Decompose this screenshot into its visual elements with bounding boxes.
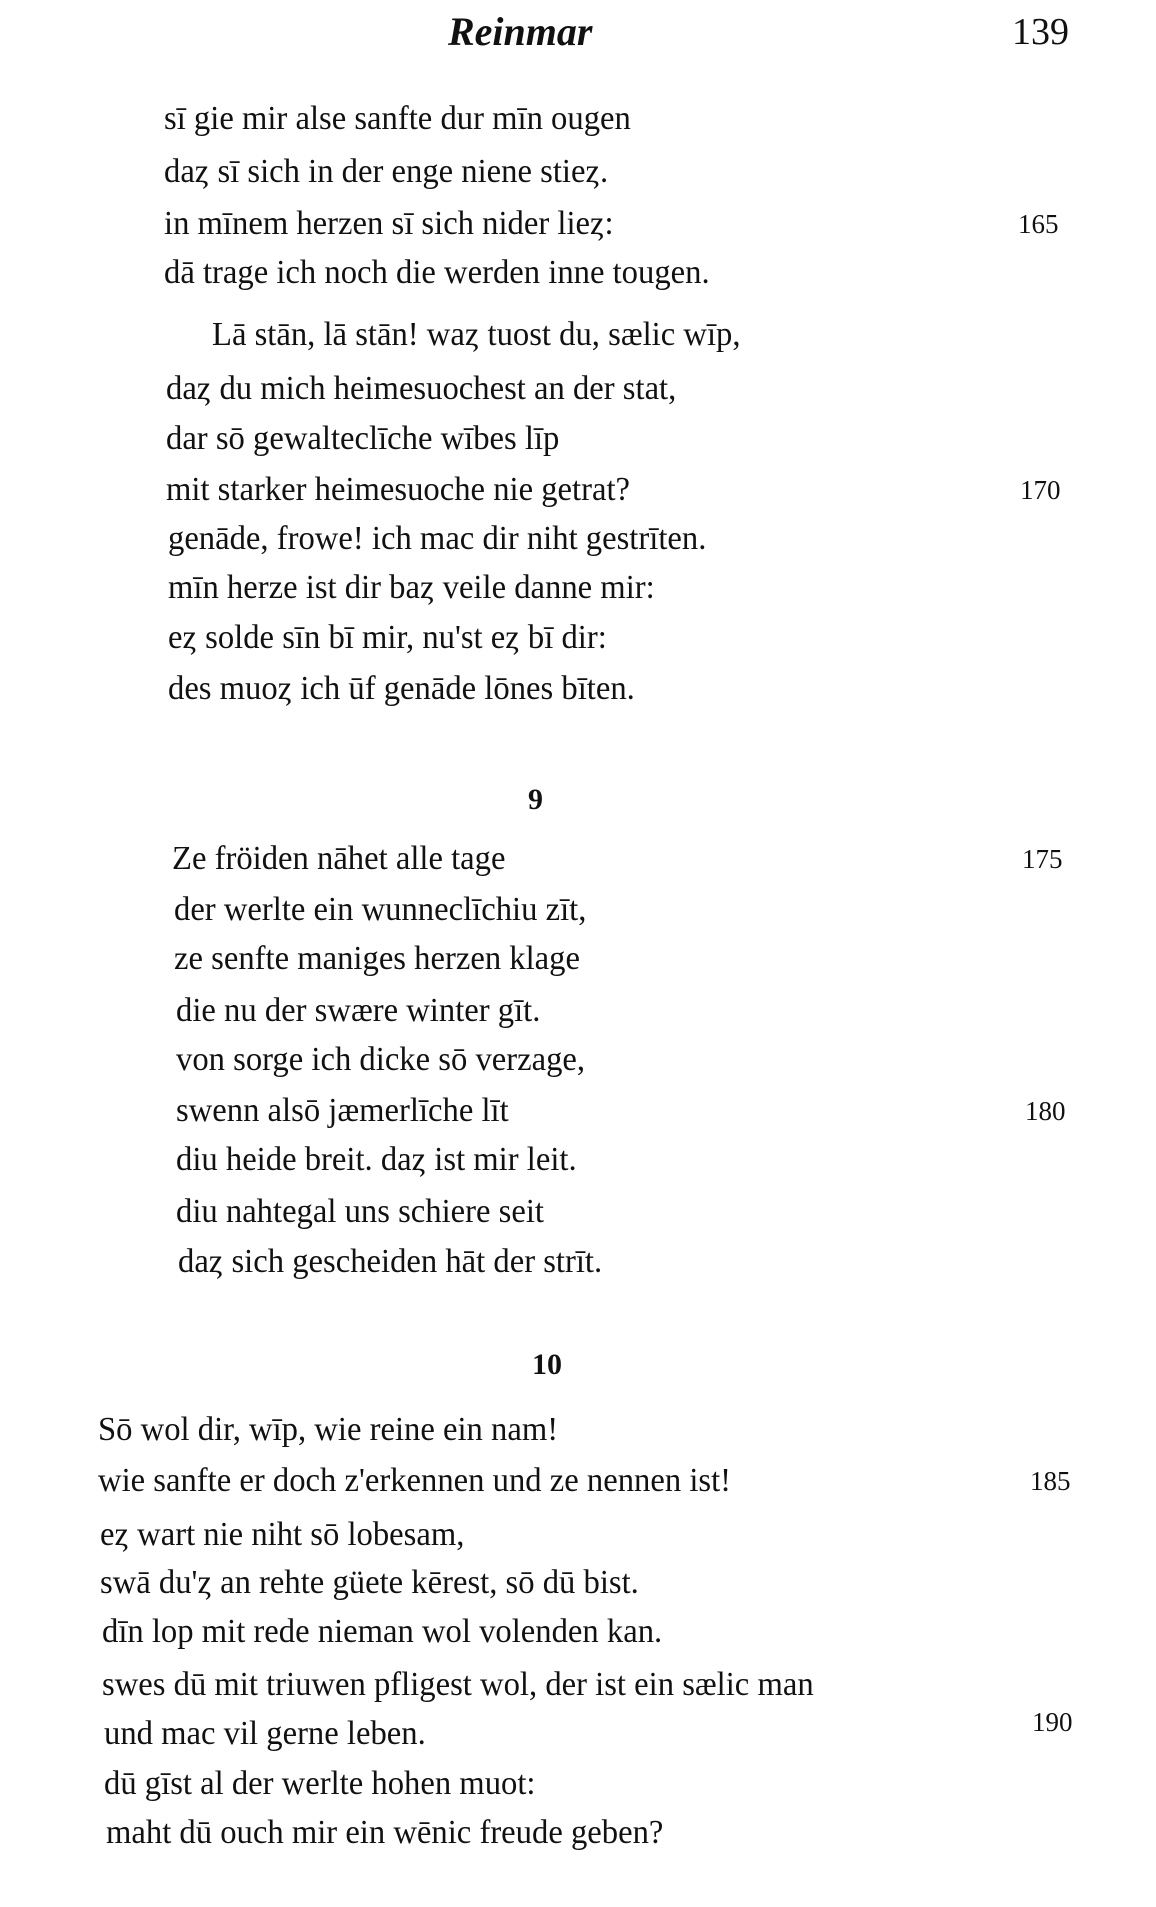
- verse-line: Ze fröiden nāhet alle tage: [172, 840, 506, 877]
- line-number: 190: [1032, 1707, 1073, 1737]
- verse-line: swenn alsō jæmerlīche līt: [176, 1092, 509, 1129]
- verse-line: swes dū mit triuwen pfligest wol, der ist ein sælic man: [102, 1666, 814, 1703]
- verse-line: von sorge ich dicke sō verzage,: [176, 1041, 586, 1078]
- line-number: 170: [1020, 475, 1061, 505]
- verse-line: eȥ wart nie niht sō lobesam,: [100, 1516, 465, 1553]
- verse-line: daȥ sī sich in der enge niene stieȥ.: [164, 153, 609, 190]
- verse-line: diu nahtegal uns schiere seit: [176, 1193, 545, 1230]
- verse-line: mīn herze ist dir baȥ veile danne mir:: [168, 569, 655, 606]
- verse-line: Sō wol dir, wīp, wie reine ein nam!: [98, 1411, 559, 1448]
- verse-line: dū gīst al der werlte hohen muot:: [104, 1765, 536, 1802]
- verse-line: ze senfte maniges herzen klage: [174, 940, 580, 977]
- verse-line: und mac vil gerne leben.: [104, 1715, 426, 1752]
- page-number: 139: [1012, 11, 1069, 53]
- line-number: 180: [1025, 1096, 1066, 1126]
- verse-line: swā du'ȥ an rehte güete kērest, sō dū bist.: [100, 1564, 639, 1601]
- verse-line: dīn lop mit rede nieman wol volenden kan.: [102, 1613, 663, 1650]
- line-number: 185: [1030, 1466, 1071, 1496]
- verse-line: sī gie mir alse sanfte dur mīn ougen: [164, 100, 631, 137]
- verse-line: in mīnem herzen sī sich nider lieȥ:: [164, 205, 614, 242]
- line-number: 165: [1018, 209, 1059, 239]
- poem-number-10: 10: [532, 1348, 562, 1381]
- running-title: Reinmar: [448, 9, 593, 54]
- verse-line: mit starker heimesuoche nie getrat?: [166, 471, 631, 508]
- line-number: 175: [1022, 844, 1063, 874]
- verse-line: maht dū ouch mir ein wēnic freude geben?: [106, 1814, 664, 1851]
- poem-number-9: 9: [528, 783, 543, 816]
- verse-line: des muoȥ ich ūf genāde lōnes bīten.: [168, 670, 635, 707]
- verse-line: der werlte ein wunneclīchiu zīt,: [174, 891, 587, 928]
- verse-line: diu heide breit. daȥ ist mir leit.: [176, 1141, 577, 1178]
- verse-line: eȥ solde sīn bī mir, nu'st eȥ bī dir:: [168, 619, 607, 656]
- verse-line: genāde, frowe! ich mac dir niht gestrīten.: [168, 520, 707, 557]
- verse-line: dar sō gewalteclīche wībes līp: [166, 420, 560, 457]
- verse-line: daȥ du mich heimesuochest an der stat,: [166, 370, 677, 407]
- verse-line: Lā stān, lā stān! waȥ tuost du, sælic wīp,: [212, 316, 741, 353]
- verse-line: die nu der swære winter gīt.: [176, 992, 541, 1029]
- verse-line: daȥ sich gescheiden hāt der strīt.: [178, 1243, 603, 1280]
- verse-line: dā trage ich noch die werden inne tougen.: [164, 254, 710, 291]
- verse-line: wie sanfte er doch z'erkennen und ze nennen ist!: [98, 1462, 732, 1499]
